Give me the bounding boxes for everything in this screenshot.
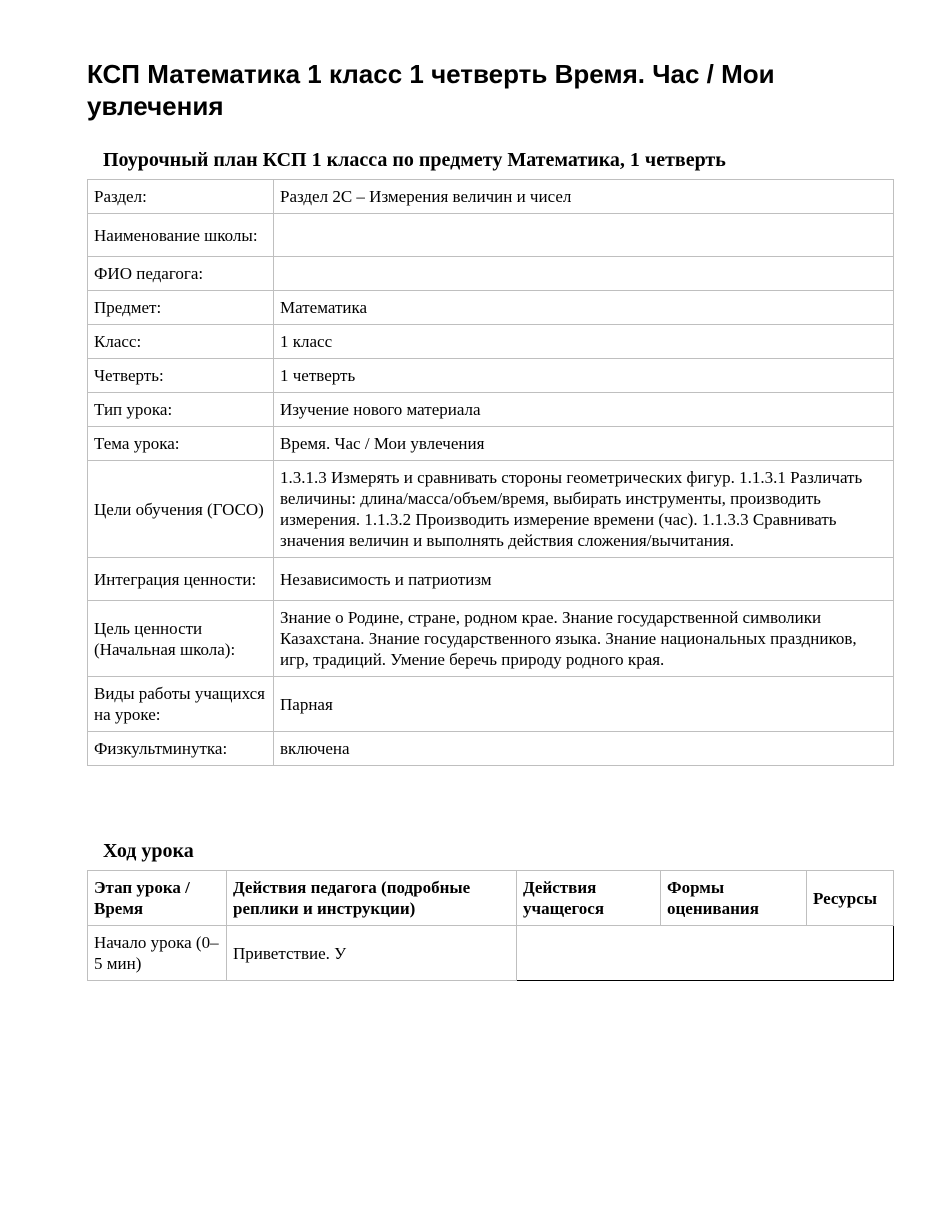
progress-header-row [88,871,894,926]
column-header-assessment: Формы оценивания [661,871,807,926]
table-row [88,926,894,981]
plan-row-exercise [88,732,894,766]
plan-row-topic [88,427,894,461]
plan-label: Тип урока: [88,393,274,427]
plan-row-quarter [88,359,894,393]
plan-value: 1 класс [274,325,894,359]
plan-row-teacher [88,257,894,291]
plan-row-goals [88,461,894,558]
plan-value: Время. Час / Мои увлечения [274,427,894,461]
plan-label: Класс: [88,325,274,359]
column-header-student: Действия учащегося [517,871,661,926]
plan-table [87,179,894,766]
column-header-resources: Ресурсы [807,871,894,926]
plan-row-values [88,558,894,601]
plan-value: 1 четверть [274,359,894,393]
plan-label: Цели обучения (ГОСО) [88,461,274,558]
plan-label: Раздел: [88,180,274,214]
plan-value: Математика [274,291,894,325]
plan-row-class [88,325,894,359]
progress-table [87,870,894,981]
plan-value [274,257,894,291]
plan-label: ФИО педагога: [88,257,274,291]
plan-value: Раздел 2С – Измерения величин и чисел [274,180,894,214]
plan-row-subject [88,291,894,325]
plan-value [274,214,894,257]
plan-label: Интеграция ценности: [88,558,274,601]
plan-label: Предмет: [88,291,274,325]
column-header-teacher: Действия педагога (подробные реплики и инструкции) [227,871,517,926]
page-title: КСП Математика 1 класс 1 четверть Время. Час / Мои увлечения [87,59,775,121]
plan-label: Тема урока: [88,427,274,461]
plan-label: Виды работы учащихся на уроке: [88,677,274,732]
plan-heading: Поурочный план КСП 1 класса по предмету Математика, 1 четверть [103,149,726,171]
plan-row-lesson-type [88,393,894,427]
plan-label: Наименование школы: [88,214,274,257]
plan-label: Четверть: [88,359,274,393]
plan-value: Парная [274,677,894,732]
plan-row-school [88,214,894,257]
plan-value: Изучение нового материала [274,393,894,427]
stage-cell: Начало урока (0–5 мин) [88,926,227,981]
plan-row-work-types [88,677,894,732]
plan-row-section [88,180,894,214]
teacher-cell: Приветствие. У [227,926,517,981]
plan-value: 1.3.1.3 Измерять и сравнивать стороны геометрических фигур. 1.1.3.1 Различать величины: длина/масса/объем/время, выбирать инструменты, производить измерения. 1.1.3.2 Производить измерение времени (час). 1.1.3.3 Сравнивать значения величин и выполнять действия сложения/вычитания. [274,461,894,558]
column-header-stage: Этап урока / Время [88,871,227,926]
merged-cell [517,926,894,981]
plan-value: включена [274,732,894,766]
plan-value: Независимость и патриотизм [274,558,894,601]
progress-heading: Ход урока [103,840,194,862]
plan-label: Физкультминутка: [88,732,274,766]
plan-row-value-goal [88,601,894,677]
plan-value: Знание о Родине, стране, родном крае. Знание государственной символики Казахстана. Знание государственного языка. Знание национальных праздников, игр, традиций. Умение беречь природу родного края. [274,601,894,677]
plan-label: Цель ценности (Начальная школа): [88,601,274,677]
